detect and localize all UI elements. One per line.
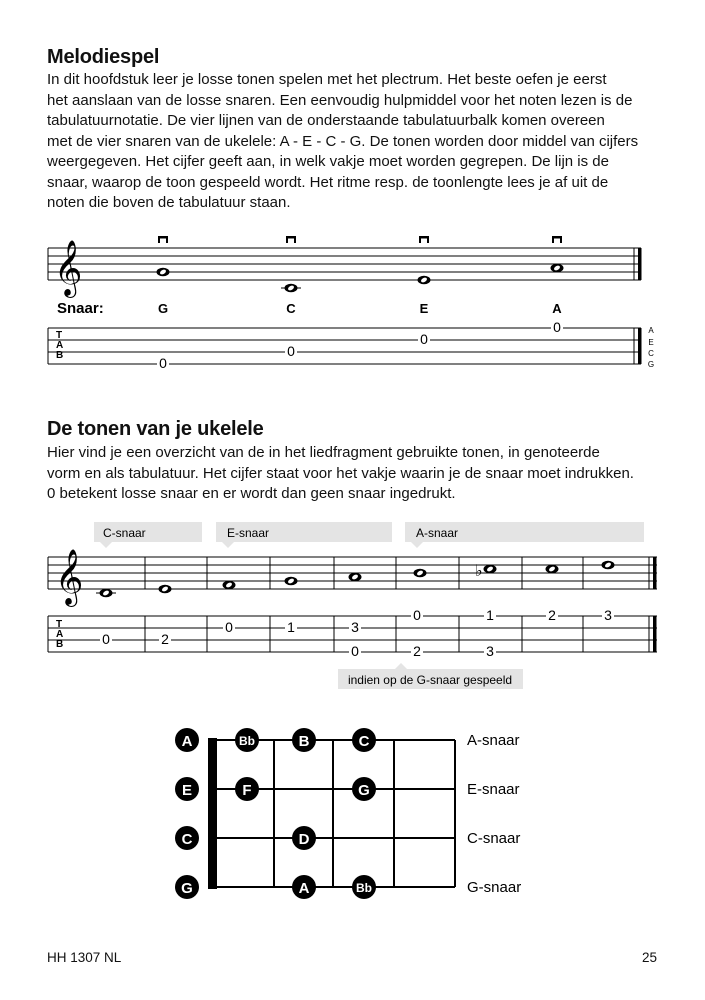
note-dot-a (292, 875, 316, 899)
footer-code: HH 1307 NL (47, 950, 122, 965)
string-name: A (552, 301, 562, 316)
svg-text:G: G (181, 880, 193, 897)
snaar-label: Snaar: (57, 300, 104, 317)
tab-fret-number: 3 (351, 619, 359, 635)
paragraph-line: weergegeven. Het cijfer geeft aan, in welk vakje moet worden gegrepen. De lijn is de (47, 153, 609, 170)
tab-alt-fret-number: 0 (351, 643, 359, 659)
open-string-marker-e (175, 777, 199, 801)
section-heading-melodiespel: Melodiespel (47, 46, 160, 68)
note-dot-c (352, 728, 376, 752)
tab-fret-number: 2 (161, 631, 169, 647)
svg-text:B: B (298, 733, 310, 750)
svg-text:G: G (358, 782, 370, 799)
section-heading-tonen: De tonen van je ukelele (47, 418, 264, 440)
note-dot-f (235, 777, 259, 801)
treble-clef-icon: 𝄞 (54, 240, 83, 296)
paragraph-line: In dit hoofdstuk leer je losse tonen spelen met het plectrum. Het beste oefen je eerst (47, 71, 607, 88)
tab-string-name: G (647, 360, 655, 369)
tab-fret-number: 1 (287, 619, 295, 635)
svg-text:A-snaar: A-snaar (416, 526, 459, 540)
note-dot-g (352, 777, 376, 801)
paragraph-line: vorm en als tabulatuur. Het cijfer staat voor het vakje waarin je de snaar moet indrukken. (47, 464, 634, 482)
tab-string-name: C (648, 349, 654, 358)
svg-text:C: C (181, 831, 193, 848)
page-number: 25 (641, 950, 657, 965)
fretboard-string-label: C-snaar (467, 830, 521, 847)
tab-fret-number: 3 (604, 607, 612, 623)
fretboard-strings (208, 740, 455, 887)
svg-text:E: E (181, 782, 193, 799)
paragraph-line: Hier vind je een overzicht van de in het liedfragment gebruikte tonen, in genoteerde (47, 444, 600, 461)
tab-fret-number: 0 (287, 343, 295, 359)
treble-clef-icon: 𝄞 (55, 549, 84, 605)
tab-fret-number: 0 (102, 631, 110, 647)
svg-text:C: C (358, 733, 370, 750)
note-dot-bb (352, 875, 376, 899)
fretboard-string-label: E-snaar (467, 781, 520, 798)
tab-letter: A (56, 340, 64, 351)
tab-fret-number: 1 (486, 607, 494, 623)
string-name: C (286, 301, 296, 316)
paragraph-line: met de vier snaren van de ukelele: A - E - C - G. De tonen worden door middel van cijfers (47, 132, 639, 150)
tab-alt-fret-number: 3 (486, 643, 494, 659)
paragraph-line: het aanslaan van de losse snaren. Een eenvoudig hulpmiddel voor het noten lezen is de (47, 91, 633, 109)
fretboard-string-label: A-snaar (467, 732, 520, 749)
svg-text:indien op de G-snaar gespeeld: indien op de G-snaar gespeeld (347, 673, 513, 687)
open-string-marker-g (175, 875, 199, 899)
tab-string-name: E (648, 338, 654, 347)
open-string-marker-a (175, 728, 199, 752)
tab-fret-number: 0 (553, 319, 561, 335)
tab-fret-number: 0 (420, 331, 428, 347)
fretboard-string-label: G-snaar (467, 879, 522, 896)
tab-fret-number: 0 (225, 619, 233, 635)
tab-letter: T (56, 330, 63, 341)
paragraph-line: snaar, waarop de toon gespeeld wordt. Het ritme resp. de toonlengte lees je af uit de (47, 173, 609, 191)
paragraph-line: 0 betekent losse snaar en er wordt dan geen snaar ingedrukt. (47, 485, 456, 502)
note-dot-b (292, 728, 316, 752)
fretboard-frets (274, 740, 455, 887)
string-name: G (157, 301, 169, 316)
note-dot-bb (235, 728, 259, 752)
tab-string-name: A (648, 326, 654, 335)
tab-fret-number: 2 (548, 607, 556, 623)
svg-text:A: A (298, 880, 310, 897)
svg-text:F: F (242, 782, 252, 799)
svg-text:Bb: Bb (356, 881, 372, 895)
tab-letter: A (56, 629, 64, 640)
paragraph-line: tabulatuurnotatie. De vier lijnen van de onderstaande tabulatuurbalk komen overeen (47, 112, 605, 129)
tab-letter: B (56, 639, 64, 650)
tab-alt-fret-number: 2 (413, 643, 421, 659)
tab-letter: T (56, 619, 63, 630)
tab-fret-number: 0 (159, 355, 167, 371)
note-dot-d (292, 826, 316, 850)
tab-fret-number: 0 (413, 607, 421, 623)
open-string-marker-c (175, 826, 199, 850)
svg-text:C-snaar: C-snaar (103, 526, 146, 540)
svg-text:E-snaar: E-snaar (227, 526, 270, 540)
svg-text:D: D (298, 831, 310, 848)
svg-text:Bb: Bb (239, 734, 255, 748)
flat-symbol-icon: ♭ (475, 561, 483, 580)
paragraph-line: noten die boven de tabulatuur staan. (47, 194, 291, 211)
svg-text:A: A (181, 733, 193, 750)
tab-letter: B (56, 350, 64, 361)
fretboard-nut (208, 738, 217, 889)
string-name: E (419, 301, 429, 316)
